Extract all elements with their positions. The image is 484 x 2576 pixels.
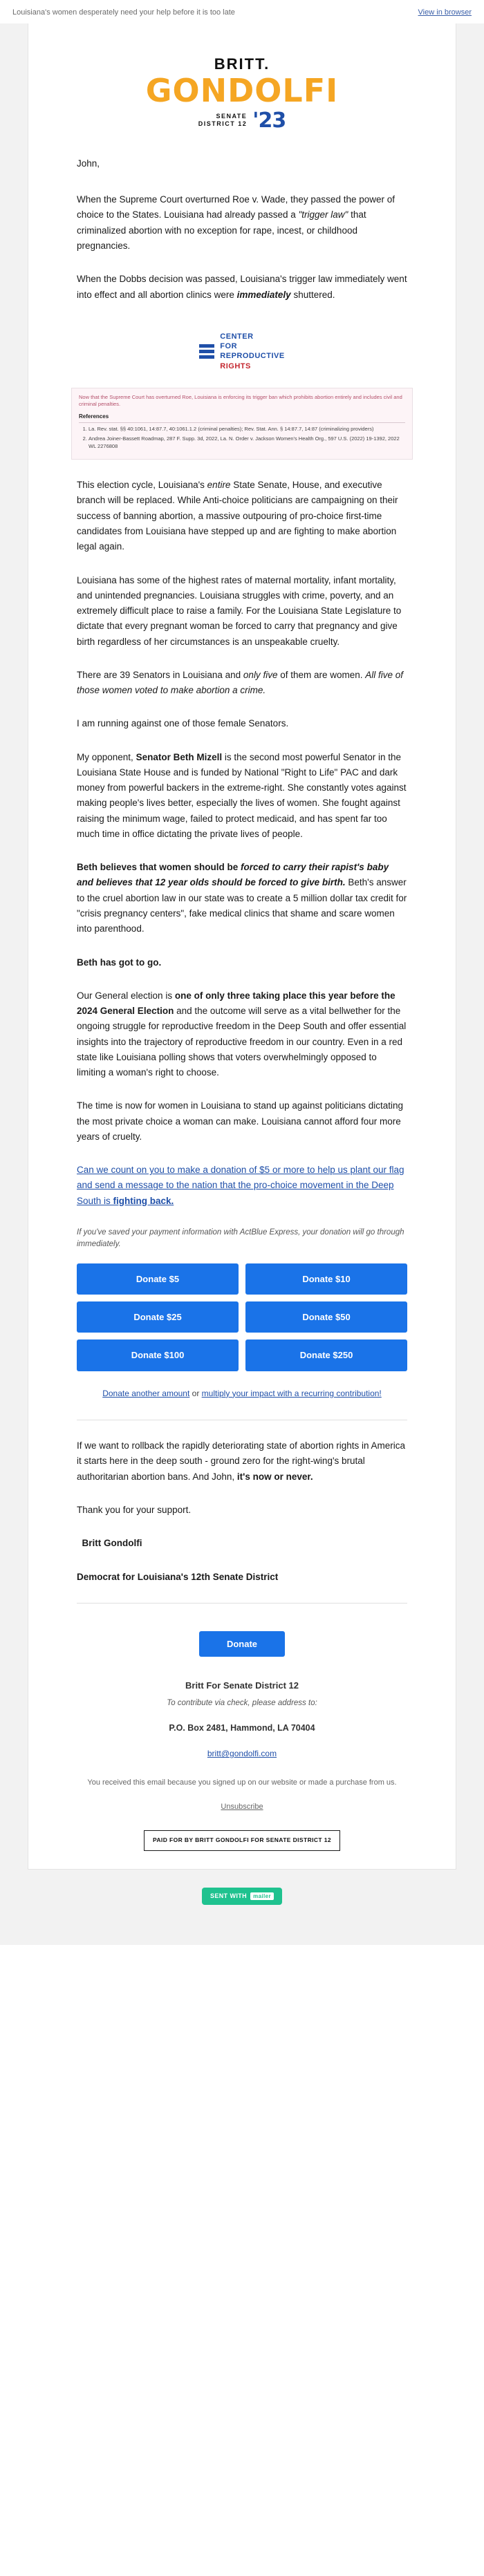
email-body-card	[28, 23, 456, 1870]
signature-name-text: Britt Gondolfi	[82, 1538, 142, 1549]
alternate-donation-links	[77, 1386, 407, 1400]
paragraph-13	[77, 1438, 407, 1485]
p10-text-a: Our General election is	[77, 990, 175, 1001]
donate-25-button[interactable]: Donate $25	[77, 1301, 239, 1333]
donate-another-amount-link[interactable]: Donate another amount	[102, 1388, 190, 1398]
donate-100-button[interactable]: Donate $100	[77, 1339, 239, 1371]
p10-text-b: and the outcome will serve as a vital bellwether for the ongoing struggle for reproductive freedom in the Deep South and offer essential insights into the trajectory of reproductive freedom in our country. Even in a red state like Louisiana polling shows that voters overwhelmingly opposed to limiting a woman's right to choose.	[77, 1006, 407, 1078]
primary-donate-area	[28, 1621, 456, 1677]
p2-text-b: shuttered.	[290, 289, 335, 300]
p7-text-a: My opponent,	[77, 751, 136, 762]
logo-office	[198, 109, 248, 129]
p9-strong: Beth has got to go.	[77, 957, 162, 968]
contact-email-link[interactable]: britt@gondolfi.com	[207, 1749, 277, 1759]
paragraph-5	[77, 668, 407, 699]
donate-5-button[interactable]: Donate $5	[77, 1263, 239, 1295]
center-reproductive-rights-image	[28, 321, 456, 385]
logo-name-top: BRITT.	[214, 55, 270, 73]
reference-item: 2. Andrea Joiner-Bassett Roadmap, 287 F. Supp. 3d, 2022, La. N. Order v. Jackson Women's Health Org., 597 U.S. (2022) 19-1392, 2022 WL 2276808	[89, 435, 405, 451]
donate-50-button[interactable]: Donate $50	[245, 1301, 407, 1333]
screenshot-references-title: References	[79, 413, 405, 423]
donation-amount-grid	[77, 1263, 407, 1371]
alt-links-conjunction: or	[189, 1388, 202, 1398]
crr-line-3: REPRODUCTIVE	[220, 352, 285, 361]
committee-name: Britt For Senate District 12	[185, 1680, 299, 1691]
paragraph-1	[77, 192, 407, 254]
legal-disclaimer: You received this email because you signed up on our website or made a purchase from us.	[87, 1778, 397, 1787]
p8-text-a: Beth believes that women should be	[77, 862, 241, 873]
crr-bars-icon	[199, 344, 214, 359]
p1-text-a: When the Supreme Court overturned Roe v. Wade, they passed the power of choice to the States. Louisiana had already passed a	[77, 194, 395, 220]
crr-logo-text	[220, 332, 284, 371]
check-instructions: To contribute via check, please address to:	[167, 1699, 317, 1708]
signature-name	[77, 1536, 407, 1551]
mailer-badge[interactable]	[202, 1888, 282, 1905]
paragraph-2	[77, 272, 407, 303]
paragraph-8	[77, 860, 407, 937]
paragraph-6: I am running against one of those female Senators.	[77, 718, 289, 729]
paragraph-3	[77, 478, 407, 554]
p3-text-b: State Senate, House, and executive branch will be replaced. While Anti-choice politicians are campaigning on their success of banning abortion, a massive outpouring of pro-choice first-time candidates from Louisiana have stepped up and are fighting to make abortion legal again.	[77, 480, 398, 552]
crr-line-4: RIGHTS	[220, 361, 251, 370]
email-page-background	[0, 23, 484, 1945]
p10-strong: one of only three taking place this year before the 2024 General Election	[77, 990, 395, 1017]
preheader-text: Louisiana's women desperately need your help before it is too late	[12, 8, 235, 17]
paragraph-10	[77, 988, 407, 1081]
letter-body-continued	[28, 478, 456, 1400]
trigger-ban-screenshot	[71, 388, 413, 460]
logo-office-line2: DISTRICT 12	[198, 120, 248, 128]
unsubscribe-link[interactable]: Unsubscribe	[221, 1802, 263, 1811]
p7-text-b: is the second most powerful Senator in the Louisiana State House and is funded by National "Right to Life" PAC and dark money from powerful backers in the extreme-right. She constantly votes against making people's lives better, especially the lives of women. She fought against raising the minimum wage, failed to protect medicaid, and has spent far too much time in office dictating the private lives of people.	[77, 751, 407, 839]
donate-250-button[interactable]: Donate $250	[245, 1339, 407, 1371]
letter-body	[28, 156, 456, 303]
paragraph-7	[77, 750, 407, 843]
view-in-browser-link[interactable]: View in browser	[418, 8, 472, 17]
mailer-badge-label: SENT WITH	[210, 1892, 248, 1900]
logo-name-main: GONDOLFI	[145, 72, 339, 109]
salutation: John,	[77, 158, 100, 169]
p2-text-a: When the Dobbs decision was passed, Louisiana's trigger law immediately went into effect and all abortion clinics were	[77, 274, 407, 300]
p2-emphasis: immediately	[236, 289, 291, 300]
paragraph-14: Thank you for your support.	[77, 1505, 192, 1515]
crr-line-1: CENTER	[220, 332, 254, 341]
reference-item: 1. La. Rev. stat. §§ 40:1061, 14:87.7, 40:1061.1.2 (criminal penalties); Rev. Stat. Ann. § 14:87.7, 14:87 (criminalizing providers)	[89, 426, 405, 433]
p13-text-a: If we want to rollback the rapidly deteriorating state of abortion rights in America it starts here in the deep south - ground zero for the right-wing's brutal authoritarian abortion bans. And John,	[77, 1440, 405, 1482]
p13-strong: it's now or never.	[236, 1471, 313, 1482]
p1-text-b: that criminalized abortion with no exception for rape, incest, or childhood pregnancies.	[77, 209, 366, 251]
donate-10-button[interactable]: Donate $10	[245, 1263, 407, 1295]
donate-button[interactable]: Donate	[199, 1631, 285, 1657]
crr-line-2: FOR	[220, 342, 238, 351]
logo-subline	[42, 109, 442, 133]
cta-text: Can we count on you to make a donation of $5 or more to help us plant our flag and send a message to the nation that the pro-choice movement in the Deep South is	[77, 1165, 404, 1206]
letter-closing	[28, 1438, 456, 1585]
paragraph-4: Louisiana has some of the highest rates of maternal mortality, infant mortality, and unintended pregnancies. Louisiana struggles with crime, poverty, and an extremely difficult place to raise a family. For the Louisiana State Legislature to dictate that every pregnant woman be forced to carry that pregnancy and give birth regardless of her circumstances is an unspeakable cruelty.	[77, 574, 402, 647]
p7-strong: Senator Beth Mizell	[136, 751, 223, 762]
p3-text-a: This election cycle, Louisiana's	[77, 480, 207, 491]
email-footer	[28, 1677, 456, 1869]
p8-emphasis: forced to carry their rapist's baby and believes that 12 year olds should be forced to give birth.	[77, 862, 389, 888]
screenshot-reference-list	[79, 426, 405, 451]
actblue-note: If you've saved your payment information with ActBlue Express, your donation will go through immediately.	[77, 1228, 404, 1249]
signature-title	[77, 1570, 407, 1585]
paragraph-11: The time is now for women in Louisiana to stand up against politicians dictating the most private choice a woman can make. Louisiana cannot afford four more years of cruelty.	[77, 1100, 404, 1142]
paragraph-9	[77, 955, 407, 970]
p5-emphasis: only five	[243, 669, 278, 680]
p1-emphasis: "trigger law"	[298, 209, 348, 220]
cta-text-bold: fighting back.	[113, 1195, 174, 1206]
p8-text-b: Beth's answer to the cruel abortion law in our state was to create a 5 million dollar tax credit for "crisis pregnancy centers", fake medical clinics that shame and scare women into parenthood.	[77, 877, 407, 934]
signature-title-text: Democrat for Louisiana's 12th Senate District	[77, 1571, 279, 1582]
campaign-logo	[28, 23, 456, 156]
paid-for-disclaimer: PAID FOR BY BRITT GONDOLFI FOR SENATE DISTRICT 12	[144, 1830, 340, 1850]
crr-logo	[199, 332, 284, 371]
mailing-address: P.O. Box 2481, Hammond, LA 70404	[169, 1722, 315, 1733]
recurring-contribution-link[interactable]: multiply your impact with a recurring contribution!	[201, 1388, 382, 1398]
screenshot-caption: Now that the Supreme Court has overturned Roe, Louisiana is enforcing its trigger ban which prohibits abortion entirely and includes civil and criminal penalties.	[79, 393, 402, 408]
p5-emphasis-2: All five of those women voted to make abortion a crime.	[77, 669, 404, 696]
donation-cta-link[interactable]	[77, 1163, 407, 1209]
mailer-attribution	[0, 1870, 484, 1917]
footer-divider	[77, 1603, 407, 1604]
logo-office-line1: SENATE	[216, 112, 248, 120]
preheader-bar	[0, 0, 484, 23]
p5-text-b: of them are women.	[277, 669, 366, 680]
p3-emphasis: entire	[207, 480, 231, 491]
logo-year: '23	[252, 108, 286, 133]
p5-text-a: There are 39 Senators in Louisiana and	[77, 669, 243, 680]
mailer-brand-chip: mailer	[250, 1892, 274, 1900]
